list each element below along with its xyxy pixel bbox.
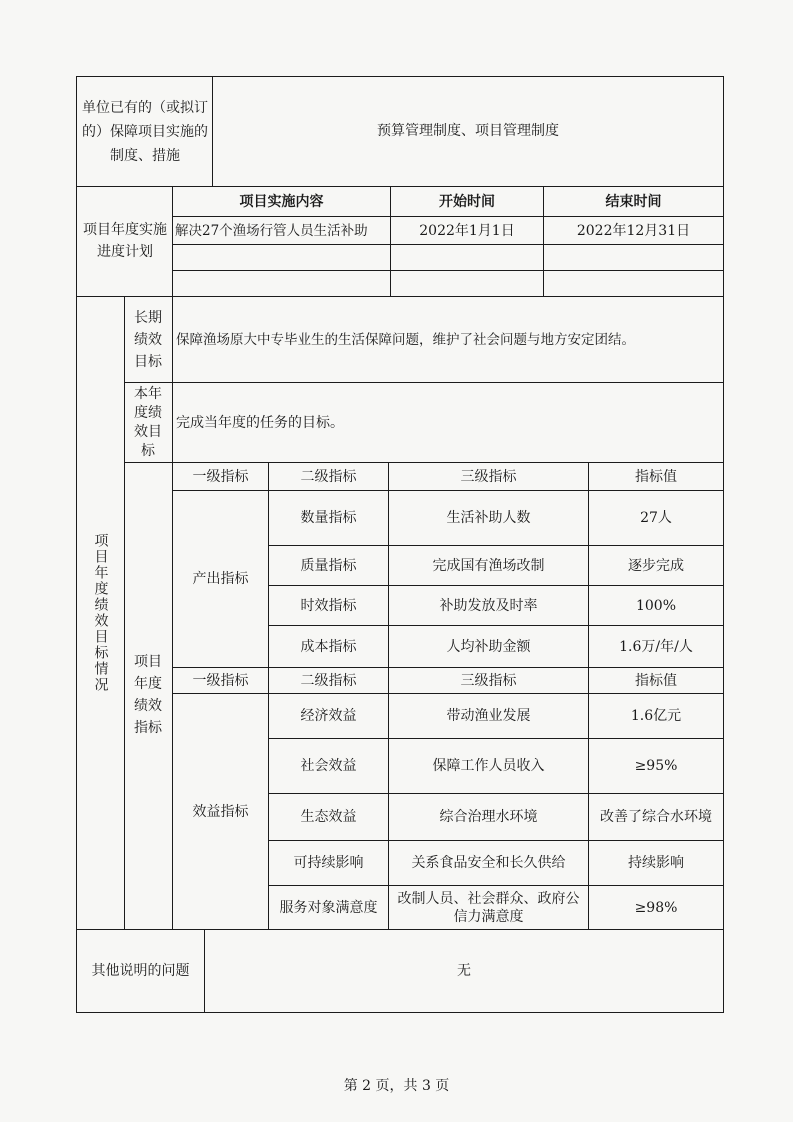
output-indicators-label: 产出指标 bbox=[192, 571, 249, 587]
indicator-header2-level2: 二级指标 bbox=[300, 672, 357, 689]
indicator-header2-level1: 一级指标 bbox=[192, 672, 249, 689]
schedule-row-start: 2022年1月1日 bbox=[419, 222, 515, 239]
indicator-header-level3: 三级指标 bbox=[460, 468, 517, 485]
performance-label: 项目年度绩效目标情况 bbox=[92, 533, 109, 693]
output-row-4-value: 1.6万/年/人 bbox=[619, 638, 693, 655]
benefit-row-3-level2: 生态效益 bbox=[300, 809, 357, 825]
indicators-label: 项目年度绩效指标 bbox=[134, 654, 162, 736]
output-row-1-level3: 生活补助人数 bbox=[446, 510, 531, 526]
schedule-header-end: 结束时间 bbox=[605, 193, 662, 210]
output-row-1-level2: 数量指标 bbox=[300, 510, 357, 526]
benefit-row-1-level2: 经济效益 bbox=[300, 708, 357, 724]
measures-value: 预算管理制度、项目管理制度 bbox=[377, 123, 559, 139]
benefit-indicators-label: 效益指标 bbox=[192, 803, 249, 820]
benefit-row-5-level3: 改制人员、社会群众、政府公信力满意度 bbox=[397, 890, 580, 925]
other-value: 无 bbox=[457, 963, 471, 979]
indicator-header-level1: 一级指标 bbox=[192, 468, 249, 485]
indicator-header2-value: 指标值 bbox=[635, 672, 677, 689]
benefit-row-3-value: 改善了综合水环境 bbox=[600, 809, 712, 825]
benefit-row-4-level3: 关系食品安全和长久供给 bbox=[411, 855, 566, 871]
benefit-row-3-level3: 综合治理水环境 bbox=[439, 809, 538, 825]
output-row-1-value: 27人 bbox=[640, 510, 672, 526]
output-row-4-level3: 人均补助金额 bbox=[446, 638, 531, 655]
output-row-4-level2: 成本指标 bbox=[300, 638, 357, 655]
benefit-row-4-value: 持续影响 bbox=[628, 855, 684, 871]
output-row-3-level3: 补助发放及时率 bbox=[439, 597, 538, 614]
output-row-2-value: 逐步完成 bbox=[628, 557, 684, 574]
benefit-row-2-value: ≥95% bbox=[634, 758, 678, 774]
annual-goal-value: 完成当年度的任务的目标。 bbox=[176, 414, 344, 431]
benefit-row-2-level3: 保障工作人员收入 bbox=[432, 758, 545, 774]
schedule-label: 项目年度实施进度计划 bbox=[83, 222, 167, 260]
other-label: 其他说明的问题 bbox=[91, 963, 190, 979]
benefit-row-2-level2: 社会效益 bbox=[300, 758, 357, 774]
long-term-label: 长期绩效目标 bbox=[134, 310, 162, 370]
indicator-header2-level3: 三级指标 bbox=[460, 672, 517, 689]
annual-goal-label: 本年度绩效目标 bbox=[134, 385, 162, 459]
measures-label: 单位已有的（或拟订的）保障项目实施的制度、措施 bbox=[82, 100, 208, 164]
page-footer: 第 2 页，共 3 页 bbox=[343, 1078, 450, 1094]
schedule-row-end: 2022年12月31日 bbox=[576, 222, 691, 239]
output-row-2-level3: 完成国有渔场改制 bbox=[432, 557, 545, 574]
schedule-header-start: 开始时间 bbox=[439, 193, 495, 210]
benefit-row-4-level2: 可持续影响 bbox=[293, 855, 364, 871]
long-term-value: 保障渔场原大中专毕业生的生活保障问题，维护了社会问题与地方安定团结。 bbox=[176, 331, 635, 348]
output-row-3-level2: 时效指标 bbox=[300, 597, 357, 614]
benefit-row-5-level2: 服务对象满意度 bbox=[279, 899, 378, 916]
benefit-row-5-value: ≥98% bbox=[634, 899, 678, 916]
schedule-row-content: 解决27个渔场行管人员生活补助 bbox=[175, 222, 368, 239]
output-row-3-value: 100% bbox=[635, 597, 677, 614]
indicator-header-value: 指标值 bbox=[635, 468, 677, 485]
benefit-row-1-level3: 带动渔业发展 bbox=[446, 708, 531, 724]
benefit-row-1-value: 1.6亿元 bbox=[630, 708, 682, 724]
indicator-header-level2: 二级指标 bbox=[300, 468, 357, 485]
schedule-header-content: 项目实施内容 bbox=[239, 193, 324, 210]
output-row-2-level2: 质量指标 bbox=[300, 557, 357, 574]
